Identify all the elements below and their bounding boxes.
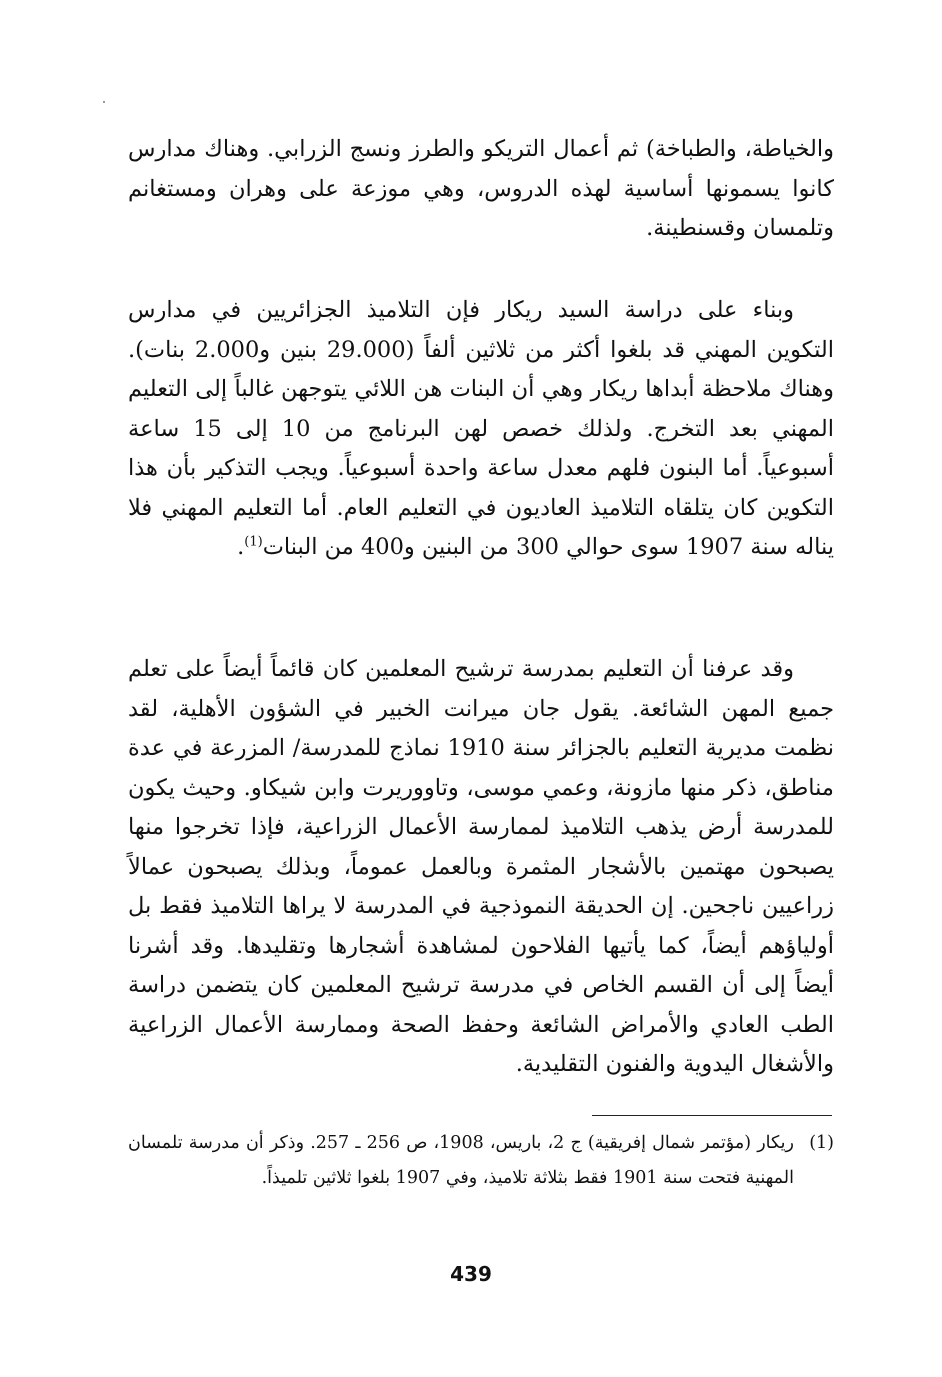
scan-speck [103,101,105,103]
page-number: 439 [450,1262,492,1286]
paragraph-2 [128,291,834,568]
paragraph-1 [128,130,834,249]
paragraph-1-text: والخياطة، والطباخة) ثم أعمال التريكو والطرز ونسج الزرابي. وهناك مدارس كانوا يسمونها أساسية لهذه الدروس، وهي موزعة على وهران ومستغانم وتلمسان وقسنطينة. [128,136,834,241]
paragraph-3-text: وقد عرفنا أن التعليم بمدرسة ترشيح المعلمين كان قائماً أيضاً على تعلم جميع المهن الشائعة. يقول جان ميرانت الخبير في الشؤون الأهلية، لقد نظمت مديرية التعليم بالجزائر سنة 1910 نماذج للمدرسة/ المزرعة في عدة مناطق، ذكر منها مازونة، وعمي موسى، وتاووريرت وابن شيكاو. وحيث يكون للمدرسة أرض يذهب التلاميذ لممارسة الأعمال الزراعية، فإذا تخرجوا منها يصبحون مهتمين بالأشجار المثمرة وبالعمل عموماً، وبذلك يصبحون عمالاً زراعيين ناجحين. إن الحديقة النموذجية في المدرسة لا يراها التلاميذ فقط بل أولياؤهم أيضاً، كما يأتيها الفلاحون لمشاهدة أشجارها وتقليدها. وقد أشرنا أيضاً إلى أن القسم الخاص في مدرسة ترشيح المعلمين كان يتضمن دراسة الطب العادي والأمراض الشائعة وحفظ الصحة وممارسة الأعمال الزراعية والأشغال اليدوية والفنون التقليدية. [128,656,834,1077]
paragraph-2-text: وبناء على دراسة السيد ريكار فإن التلاميذ الجزائريين في مدارس التكوين المهني قد بلغوا أكثر من ثلاثين ألفاً (29.000 بنين و2.000 بنات). وهناك ملاحظة أبداها ريكار وهي أن البنات هن اللائي يتوجهن غالباً إلى التعليم المهني بعد التخرج. ولذلك خصص لهن البرنامج من 10 إلى 15 ساعة أسبوعياً. أما البنون فلهم معدل ساعة واحدة أسبوعياً. ويجب التذكير بأن هذا التكوين كان يتلقاه التلاميذ العاديون في التعليم العام. أما التعليم المهني فلا يناله سنة 1907 سوى حوالي 300 من البنين و400 من البنات [128,297,835,560]
footnote-reference[interactable]: (1) [244,534,263,550]
footnote-text: ريكار (مؤتمر شمال إفريقية) ج 2، باريس، 1908، ص 256 ـ 257. وذكر أن مدرسة تلمسان المهنية فتحت سنة 1901 فقط بثلاثة تلاميذ، وفي 1907 بلغوا ثلاثين تلميذاً. [128,1133,794,1188]
footnote-separator [592,1115,832,1116]
footnote [128,1126,834,1196]
footnote-marker: (1) [809,1133,834,1153]
paragraph-3 [128,650,834,1085]
paragraph-2-tail: . [237,534,245,560]
